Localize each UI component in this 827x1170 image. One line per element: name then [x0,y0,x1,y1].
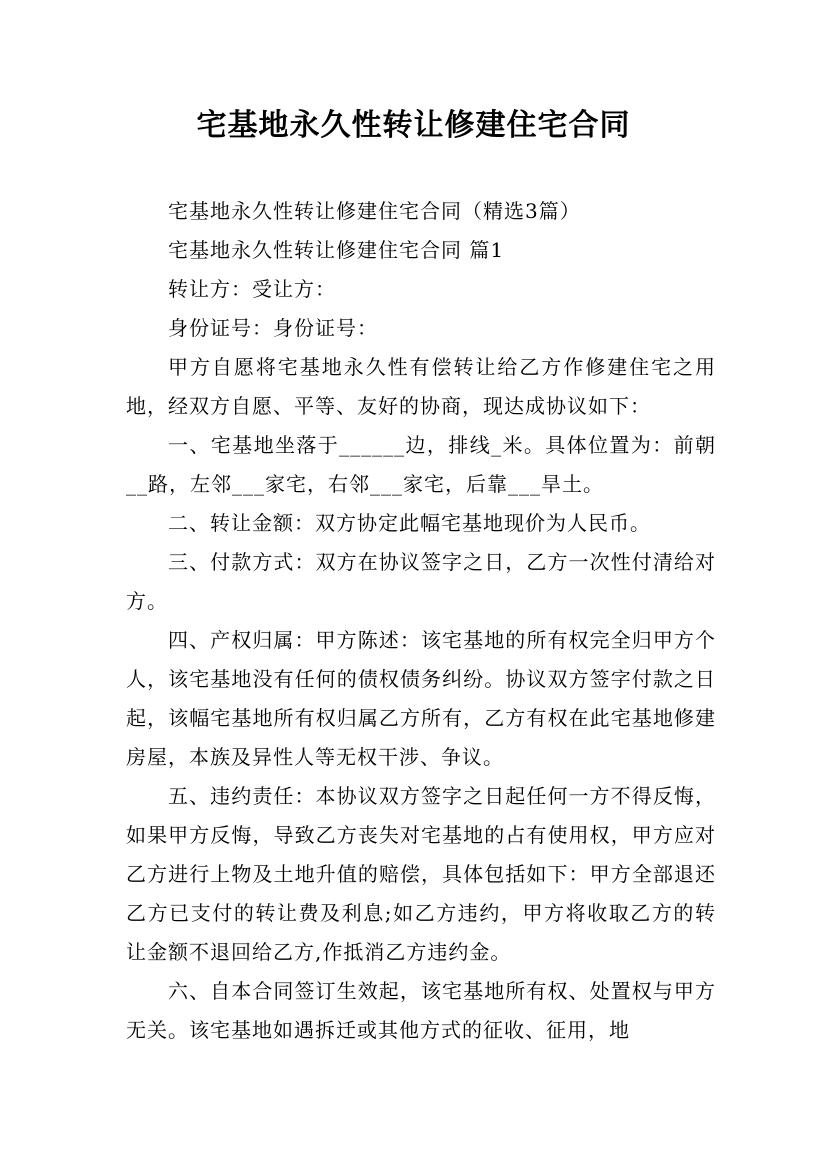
paragraph-parties: 转让方：受让方： [168,277,336,301]
paragraph-clause-3: 三、付款方式：双方在协议签字之日，乙方一次性付清给对方。 [126,550,716,613]
paragraph-intro: 甲方自愿将宅基地永久性有偿转让给乙方作修建住宅之用地，经双方自愿、平等、友好的协商，现达成协议如下： [126,355,716,418]
paragraph-clause-5: 五、违约责任：本协议双方签字之日起任何一方不得反悔，如果甲方反悔，导致乙方丧失对宅基地的占有使用权，甲方应对乙方进行上物及土地升值的赔偿，具体包括如下：甲方全部退还乙方已支付的转让费及利息;如乙方违约，甲方将收取乙方的转让金额不退回给乙方,作抵消乙方违约金。 [126,784,716,964]
paragraph-clause-2: 二、转让金额：双方协定此幅宅基地现价为人民币。 [168,511,651,535]
document-body [126,192,716,1050]
paragraph-clause-6: 六、自本合同签订生效起，该宅基地所有权、处置权与甲方无关。该宅基地如遇拆迁或其他方式的征收、征用，地 [126,979,716,1042]
paragraph-clause-1: 一、宅基地坐落于______边，排线_米。具体位置为：前朝__路，左邻___家宅，右邻___家宅，后靠___旱土。 [126,433,716,496]
document-title: 宅基地永久性转让修建住宅合同 [196,108,631,143]
paragraph-section-heading: 宅基地永久性转让修建住宅合同 篇1 [168,238,505,262]
paragraph-clause-4: 四、产权归属：甲方陈述：该宅基地的所有权完全归甲方个人，该宅基地没有任何的债权债务纠纷。协议双方签字付款之日起，该幅宅基地所有权归属乙方所有，乙方有权在此宅基地修建房屋，本族及异性人等无权干涉、争议。 [126,628,716,769]
paragraph-id-numbers: 身份证号：身份证号： [168,316,378,340]
paragraph-subtitle: 宅基地永久性转让修建住宅合同（精选3篇） [168,199,581,223]
